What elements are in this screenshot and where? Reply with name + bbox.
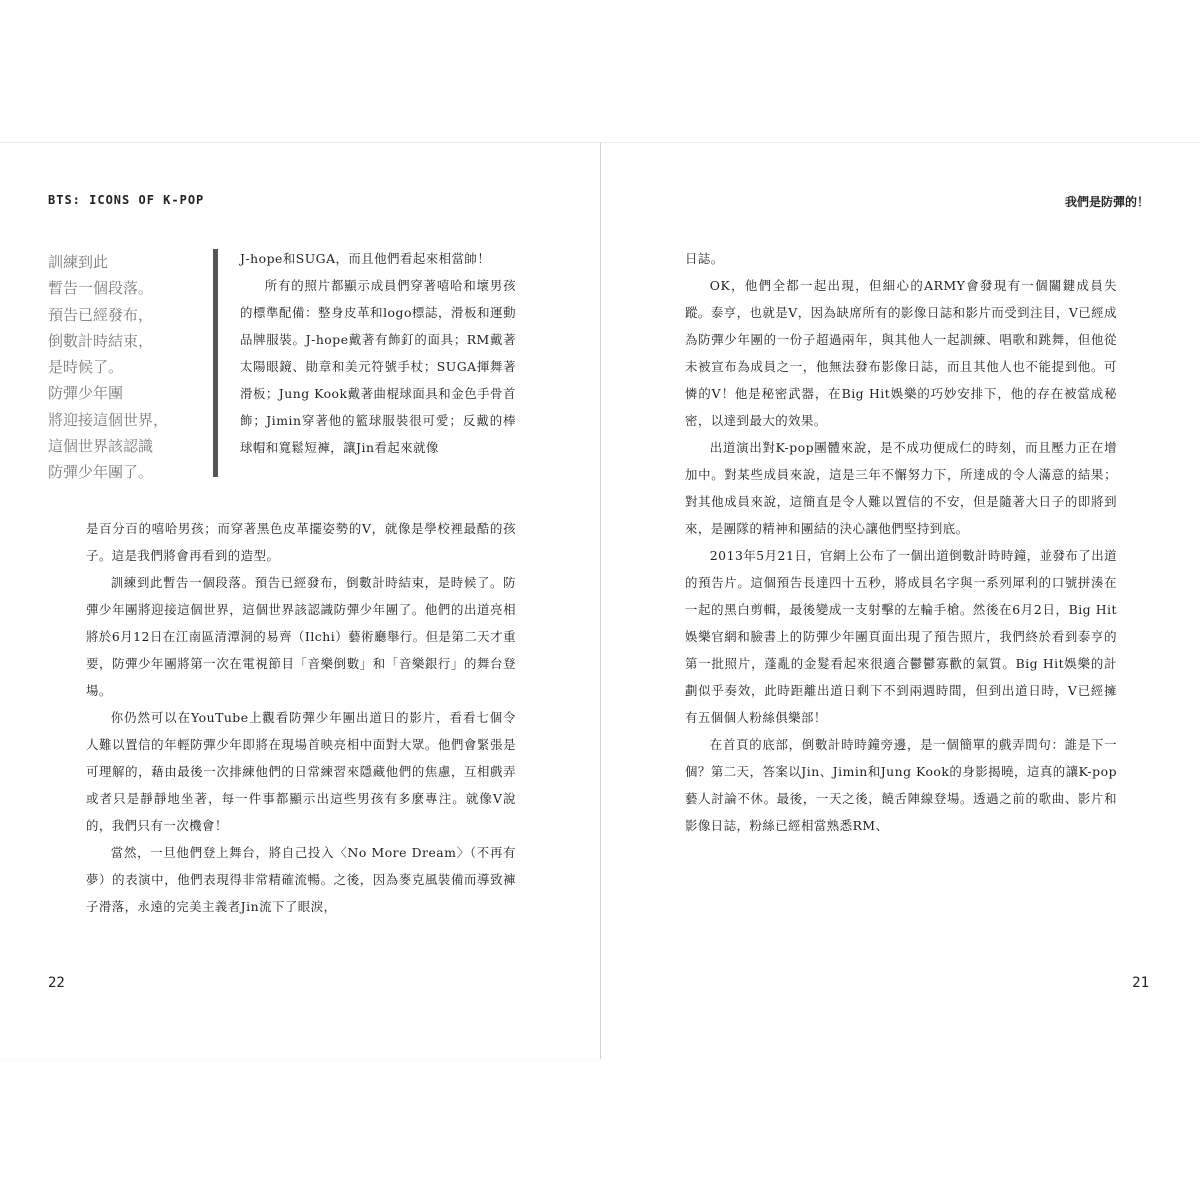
left-page — [0, 142, 601, 1059]
paragraph: 出道演出對K-pop團體來說，是不成功便成仁的時刻，而且壓力正在增加中。對某些成員來說，這是三年不懈努力下，所達成的令人滿意的結果；對其他成員來說，這簡直是令人難以置信的不安，但是隨著大日子的即將到來，是團隊的精神和團結的決心讓他們堅持到底。 — [685, 440, 1117, 536]
paragraph: 是百分百的嘻哈男孩；而穿著黑色皮革擺姿勢的V，就像是學校裡最酷的孩子。這是我們將會再看到的造型。 — [86, 521, 516, 563]
pull-quote-line: 防彈少年團 — [48, 384, 124, 403]
right-page — [601, 142, 1200, 1059]
paragraph: OK，他們全都一起出現，但細心的ARMY會發現有一個關鍵成員失蹤。泰亨，也就是V，因為缺席所有的影像日誌和影片而受到注目，V已經成為防彈少年團的一份子超過兩年，與其他人一起訓練、唱歌和跳舞，但他從未被宣布為成員之一，他無法發布影像日誌，而且其他人也不能提到他。可憐的V！他是秘密武器，在Big Hit娛樂的巧妙安排下，他的存在被當成秘密，以達到最大的效果。 — [685, 278, 1117, 428]
paragraph: 當然，一旦他們登上舞台，將自己投入〈No More Dream〉（不再有夢）的表演中，他們表現得非常精確流暢。之後，因為麥克風裝備而導致褲子滑落，永遠的完美主義者Jin流下了眼淚， — [86, 845, 516, 914]
pull-quote-line: 將迎接這個世界， — [48, 410, 169, 429]
pull-quote-line: 預告已經發布， — [48, 305, 154, 324]
pull-quote-line: 防彈少年團了。 — [48, 463, 154, 482]
paragraph: J-hope和SUGA，而且他們看起來相當帥！ — [240, 251, 491, 266]
paragraph: 在首頁的底部，倒數計時時鐘旁邊，是一個簡單的戲弄問句：誰是下一個？第二天，答案以Jin、Jimin和Jung Kook的身影揭曉，這真的讓K-pop藝人討論不休。最後，一天之後，饒舌陣線登場。透過之前的歌曲、影片和影像日誌，粉絲已經相當熟悉RM、 — [685, 737, 1117, 833]
pull-quote-line: 暫告一個段落。 — [48, 279, 154, 298]
paragraph: 日誌。 — [685, 251, 724, 266]
pull-quote-line: 這個世界該認識 — [48, 437, 154, 456]
right-page-number: 21 — [1132, 975, 1149, 991]
pull-quote — [48, 249, 198, 486]
paragraph: 你仍然可以在YouTube上觀看防彈少年團出道日的影片，看看七個令人難以置信的年輕防彈少年即將在現場首映亮相中面對大眾。他們會緊張是可理解的，藉由最後一次排練他們的日常練習來隱藏他們的焦慮，互相戲弄或者只是靜靜地坐著，每一件事都顯示出這些男孩有多麼專注。就像V說的，我們只有一次機會！ — [86, 710, 516, 833]
pull-quote-line: 是時候了。 — [48, 358, 124, 377]
left-top-text — [240, 245, 516, 461]
pull-quote-line: 訓練到此 — [48, 253, 109, 271]
right-running-header: 我們是防彈的！ — [1064, 195, 1149, 209]
pull-quote-divider — [213, 249, 218, 477]
left-page-number: 22 — [48, 975, 65, 991]
pull-quote-line: 倒數計時結束， — [48, 331, 154, 350]
left-main-text — [86, 515, 516, 920]
right-main-text — [685, 245, 1117, 839]
paragraph: 所有的照片都顯示成員們穿著嘻哈和壞男孩的標準配備：整身皮革和logo標誌，滑板和運動品牌服裝。J-hope戴著有飾釘的面具；RM戴著太陽眼鏡、勛章和美元符號手杖；SUGA揮舞著滑板；Jung Kook戴著曲棍球面具和金色手骨首飾；Jimin穿著他的籃球服裝很可愛；反戴的棒球帽和寬鬆短褲，讓Jin看起來就像 — [240, 278, 516, 455]
left-running-header: BTS: ICONS OF K-POP — [48, 193, 205, 207]
paragraph: 2013年5月21日，官網上公布了一個出道倒數計時時鐘，並發布了出道的預告片。這個預告長達四十五秒，將成員名字與一系列犀利的口號拼湊在一起的黑白剪輯，最後變成一支射擊的左輪手槍。然後在6月2日，Big Hit娛樂官網和臉書上的防彈少年團頁面出現了預告照片，我們終於看到泰亨的第一批照片，蓬亂的金髮看起來很適合鬱鬱寡歡的氣質。Big Hit娛樂的計劃似乎奏效，此時距離出道日剩下不到兩週時間，但到出道日時，V已經擁有五個個人粉絲俱樂部！ — [685, 548, 1117, 725]
paragraph: 訓練到此暫告一個段落。預告已經發布，倒數計時結束，是時候了。防彈少年團將迎接這個世界，這個世界該認識防彈少年團了。他們的出道亮相將於6月12日在江南區清潭洞的易齊（Ilchi）藝術廳舉行。但是第二天才重要，防彈少年團將第一次在電視節目「音樂倒數」和「音樂銀行」的舞台登場。 — [86, 575, 516, 698]
